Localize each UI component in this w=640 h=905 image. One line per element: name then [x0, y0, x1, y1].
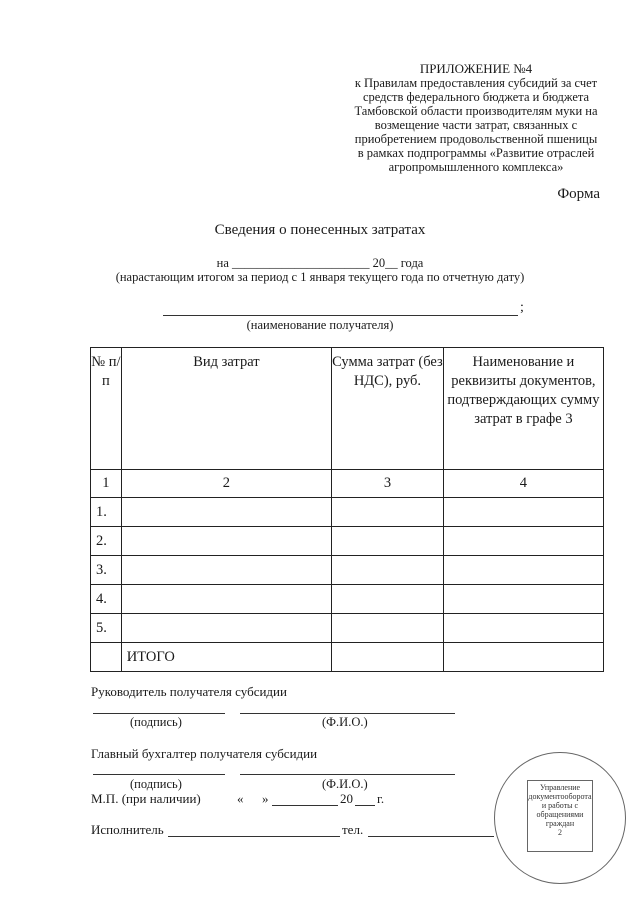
total-sum-cell[interactable]: [332, 643, 444, 672]
cost-sum-cell[interactable]: [332, 614, 444, 643]
table-row: [91, 527, 604, 556]
column-number: 1: [91, 470, 122, 498]
table-header-row: [91, 348, 604, 470]
cost-type-cell[interactable]: [121, 498, 331, 527]
column-number: 2: [121, 470, 331, 498]
year-prefix: 20: [340, 791, 353, 806]
table-row: [91, 585, 604, 614]
stamp-number: 2: [558, 828, 562, 837]
row-number: 4.: [91, 585, 122, 614]
name-caption: (Ф.И.О.): [322, 777, 368, 791]
column-number: 3: [332, 470, 444, 498]
total-row: [91, 643, 604, 672]
form-label: Форма: [557, 186, 600, 202]
accountant-signature-label: Главный бухгалтер получателя субсидии: [91, 746, 318, 761]
appendix-line: приобретением продовольственной пшеницы: [354, 132, 598, 146]
column-number: 4: [443, 470, 603, 498]
documents-cell[interactable]: [443, 527, 603, 556]
appendix-line: возмещение части затрат, связанных с: [374, 118, 578, 132]
total-number-cell: [91, 643, 122, 672]
cost-type-cell[interactable]: [121, 556, 331, 585]
row-number: 2.: [91, 527, 122, 556]
cost-sum-cell[interactable]: [332, 556, 444, 585]
recipient-caption: (наименование получателя): [246, 318, 394, 332]
total-label: ИТОГО: [121, 643, 331, 672]
header-documents: Наименование и реквизиты документов, подтверждающих сумму затрат в графе 3: [443, 348, 603, 470]
executor-label: Исполнитель: [91, 822, 164, 837]
appendix-header: [330, 62, 622, 174]
documents-cell[interactable]: [443, 585, 603, 614]
cost-type-cell[interactable]: [121, 527, 331, 556]
cost-sum-cell[interactable]: [332, 585, 444, 614]
cost-sum-cell[interactable]: [332, 498, 444, 527]
accountant-name-field[interactable]: [240, 774, 455, 775]
documents-cell[interactable]: [443, 556, 603, 585]
document-title: Сведения о понесенных затратах: [214, 222, 426, 238]
year-suffix: г.: [377, 791, 385, 806]
header-cost-type: Вид затрат: [121, 348, 331, 470]
name-caption: (Ф.И.О.): [322, 715, 368, 729]
head-name-field[interactable]: [240, 713, 455, 714]
date-year-field[interactable]: [355, 805, 375, 806]
header-cost-sum: Сумма затрат (без НДС), руб.: [332, 348, 444, 470]
appendix-heading: ПРИЛОЖЕНИЕ №4: [419, 61, 533, 76]
total-documents-cell[interactable]: [443, 643, 603, 672]
signature-caption: (подпись): [130, 777, 182, 791]
table-row: [91, 614, 604, 643]
phone-field[interactable]: [368, 836, 494, 837]
stamp-inner-box: [527, 780, 593, 852]
documents-cell[interactable]: [443, 614, 603, 643]
head-signature-field[interactable]: [93, 713, 225, 714]
costs-table: [90, 347, 604, 672]
date-close-quote: »: [262, 791, 269, 806]
recipient-semicolon: ;: [520, 300, 524, 315]
column-numbers-row: [91, 470, 604, 498]
phone-label: тел.: [342, 822, 364, 837]
accountant-signature-field[interactable]: [93, 774, 225, 775]
cost-sum-cell[interactable]: [332, 527, 444, 556]
recipient-name-field[interactable]: [163, 301, 518, 316]
date-month-field[interactable]: [272, 805, 338, 806]
appendix-line: агропромышленного комплекса»: [388, 160, 564, 174]
appendix-line: в рамках подпрограммы «Развитие отраслей: [357, 146, 595, 160]
head-signature-label: Руководитель получателя субсидии: [91, 684, 287, 699]
period-note: (нарастающим итогом за период с 1 января текущего года по отчетную дату): [115, 270, 525, 284]
appendix-line: Тамбовской области производителям муки на: [354, 104, 598, 118]
row-number: 3.: [91, 556, 122, 585]
header-number: № п/п: [91, 348, 122, 470]
executor-field[interactable]: [168, 836, 340, 837]
date-open-quote: «: [237, 791, 244, 806]
row-number: 1.: [91, 498, 122, 527]
signature-caption: (подпись): [130, 715, 182, 729]
cost-type-cell[interactable]: [121, 614, 331, 643]
seal-label: М.П. (при наличии): [91, 791, 201, 806]
cost-type-cell[interactable]: [121, 585, 331, 614]
date-line: на ______________________ 20__ года: [216, 256, 424, 270]
stamp-text: Управление документооборота и работы с обращениями граждан: [528, 783, 592, 828]
row-number: 5.: [91, 614, 122, 643]
table-row: [91, 556, 604, 585]
documents-cell[interactable]: [443, 498, 603, 527]
appendix-line: средств федерального бюджета и бюджета: [362, 90, 590, 104]
appendix-line: к Правилам предоставления субсидий за счет: [354, 76, 598, 90]
table-row: [91, 498, 604, 527]
